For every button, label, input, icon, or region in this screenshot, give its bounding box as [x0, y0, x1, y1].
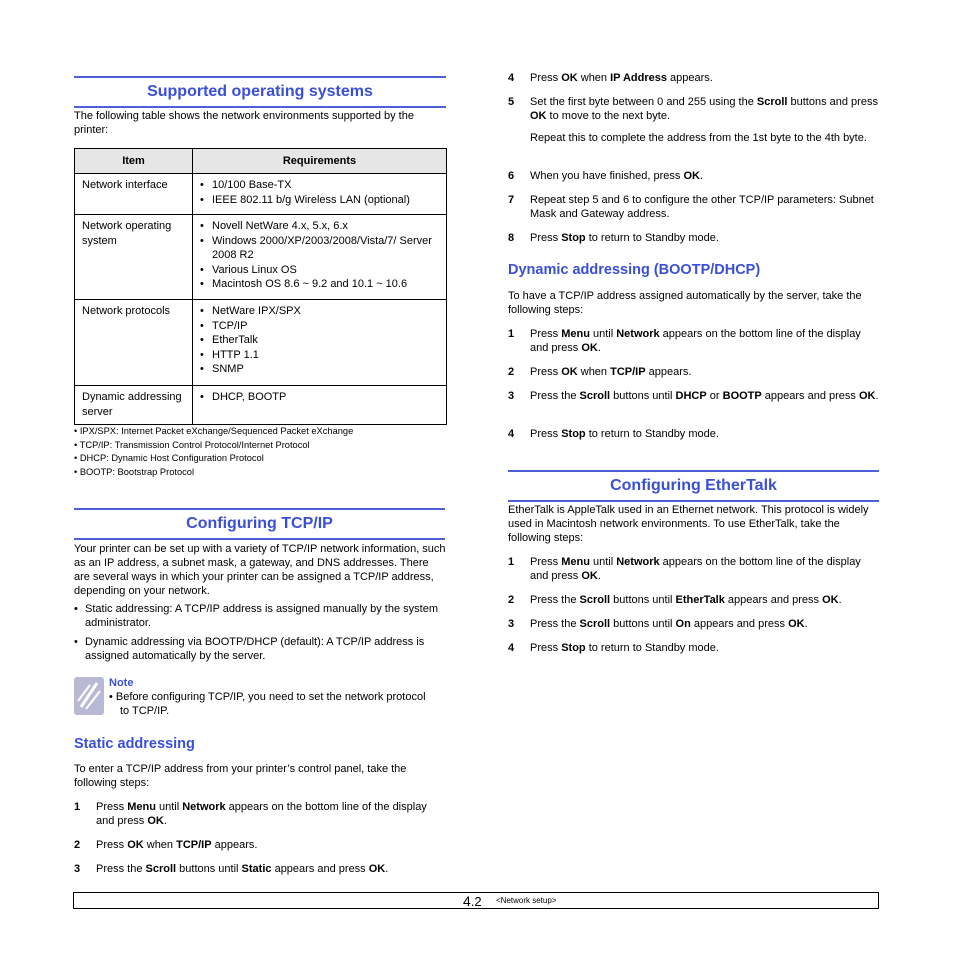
table-cell-item: Network protocols: [75, 300, 193, 386]
requirements-table: [74, 148, 447, 425]
step-text: Press the Scroll buttons until DHCP or BOOTP appears and press OK.: [530, 390, 879, 402]
tcpip-intro: Your printer can be set up with a variety of TCP/IP network information, such as an IP address, a subnet mask, a gateway, and DNS addresses. There are several ways in which your printer can be assigned a TCP/IP address, depending on your network.: [74, 543, 446, 597]
step-number: 7: [508, 194, 515, 206]
step-number: 4: [508, 642, 515, 654]
step-number: 1: [508, 556, 515, 568]
footnote: • TCP/IP: Transmission Control Protocol/Internet Protocol: [74, 440, 310, 450]
step-text: Press OK when TCP/IP appears.: [530, 366, 692, 378]
step-text: Repeat step 5 and 6 to configure the other TCP/IP parameters: Subnet Mask and Gateway address.: [530, 194, 874, 220]
page-number: [463, 893, 482, 909]
list-item: • Novell NetWare 4.x, 5.x, 6.x: [200, 219, 439, 234]
table-cell-reqs: [193, 174, 447, 215]
section-label: <Network setup>: [496, 896, 557, 905]
heading-static-addressing: Static addressing: [74, 736, 195, 752]
table-cell-item: Dynamic addressing server: [75, 386, 193, 425]
step-text: When you have finished, press OK.: [530, 170, 704, 182]
footnote: • BOOTP: Bootstrap Protocol: [74, 467, 195, 477]
list-item: • Macintosh OS 8.6 ~ 9.2 and 10.1 ~ 10.6: [200, 277, 439, 292]
list-item: • DHCP, BOOTP: [200, 390, 439, 405]
step-text: Press Menu until Network appears on the bottom line of the display and press OK.: [530, 556, 861, 582]
note-text: • Before configuring TCP/IP, you need to set the network protocol to TCP/IP.: [109, 691, 426, 717]
bullet-text: Dynamic addressing via BOOTP/DHCP (default): A TCP/IP address is assigned automatically by the server.: [85, 636, 425, 662]
list-item: • IEEE 802.11 b/g Wireless LAN (optional): [200, 193, 439, 208]
step-number: 6: [508, 170, 515, 182]
heading-text: Supported operating systems: [147, 83, 373, 100]
step-text: Press the Scroll buttons until EtherTalk appears and press OK.: [530, 594, 842, 606]
table-row: [75, 386, 447, 425]
step-number: 3: [74, 863, 81, 875]
heading-text: Configuring TCP/IP: [186, 515, 333, 532]
table-cell-reqs: [193, 215, 447, 300]
step-number: 8: [508, 232, 515, 244]
bullet-text: Static addressing: A TCP/IP address is assigned manually by the system administrator.: [85, 603, 438, 629]
heading-dynamic-addressing: Dynamic addressing (BOOTP/DHCP): [508, 262, 761, 278]
step-number: 1: [508, 328, 515, 340]
step-number: 4: [508, 428, 515, 440]
step-text: Press Stop to return to Standby mode.: [530, 642, 719, 654]
heading-supported-os: [74, 76, 446, 108]
list-item: • 10/100 Base-TX: [200, 178, 439, 193]
step-text: Press OK when TCP/IP appears.: [96, 839, 258, 851]
page-number-minor: .2: [470, 894, 482, 909]
step-number: 3: [508, 618, 515, 630]
step-text: Press the Scroll buttons until On appears and press OK.: [530, 618, 808, 630]
step-number: 3: [508, 390, 515, 402]
table-cell-reqs: [193, 386, 447, 425]
step-number: 4: [508, 72, 515, 84]
step-text: Repeat this to complete the address from the 1st byte to the 4th byte.: [530, 132, 867, 144]
list-item: • TCP/IP: [200, 319, 439, 334]
table-header-requirements: Requirements: [193, 149, 447, 174]
table-row: [75, 174, 447, 215]
step-number: 5: [508, 96, 515, 108]
list-item: • Various Linux OS: [200, 263, 439, 278]
step-number: 2: [508, 366, 515, 378]
note-icon: [74, 677, 104, 715]
list-item: • EtherTalk: [200, 333, 439, 348]
step-text: Press Menu until Network appears on the bottom line of the display and press OK.: [530, 328, 861, 354]
step-number: 2: [74, 839, 81, 851]
step-text: Set the first byte between 0 and 255 using the Scroll buttons and press OK to move to the next byte.: [530, 96, 878, 122]
list-item: • Windows 2000/XP/2003/2008/Vista/7/ Server 2008 R2: [200, 234, 439, 263]
footnote: • IPX/SPX: Internet Packet eXchange/Sequenced Packet eXchange: [74, 426, 354, 436]
footnote: • DHCP: Dynamic Host Configuration Protocol: [74, 453, 264, 463]
list-item: • SNMP: [200, 362, 439, 377]
page-number-major: 4: [463, 893, 471, 909]
table-cell-reqs: [193, 300, 447, 386]
step-text: Press Stop to return to Standby mode.: [530, 428, 719, 440]
table-row: [75, 300, 447, 386]
heading-configuring-ethertalk: [508, 470, 879, 502]
dynamic-intro: To have a TCP/IP address assigned automatically by the server, take the following steps:: [508, 290, 862, 316]
table-header-item: Item: [75, 149, 193, 174]
table-cell-item: Network interface: [75, 174, 193, 215]
heading-text: Configuring EtherTalk: [610, 477, 777, 494]
list-item: • HTTP 1.1: [200, 348, 439, 363]
step-number: 2: [508, 594, 515, 606]
table-row: [75, 215, 447, 300]
ethertalk-intro: EtherTalk is AppleTalk used in an Ethernet network. This protocol is widely used in Macintosh network environments. To use EtherTalk, take the following steps:: [508, 504, 869, 544]
step-text: Press Stop to return to Standby mode.: [530, 232, 719, 244]
table-cell-item: Network operating system: [75, 215, 193, 300]
heading-configuring-tcpip: [74, 508, 445, 540]
step-text: Press Menu until Network appears on the bottom line of the display and press OK.: [96, 801, 427, 827]
step-text: Press the Scroll buttons until Static appears and press OK.: [96, 863, 389, 875]
supported-intro: The following table shows the network environments supported by the printer:: [74, 110, 414, 136]
list-item: • NetWare IPX/SPX: [200, 304, 439, 319]
note-title: Note: [109, 677, 134, 689]
step-number: 1: [74, 801, 81, 813]
table-header-row: [75, 149, 447, 174]
static-intro: To enter a TCP/IP address from your printer’s control panel, take the following steps:: [74, 763, 407, 789]
step-text: Press OK when IP Address appears.: [530, 72, 713, 84]
